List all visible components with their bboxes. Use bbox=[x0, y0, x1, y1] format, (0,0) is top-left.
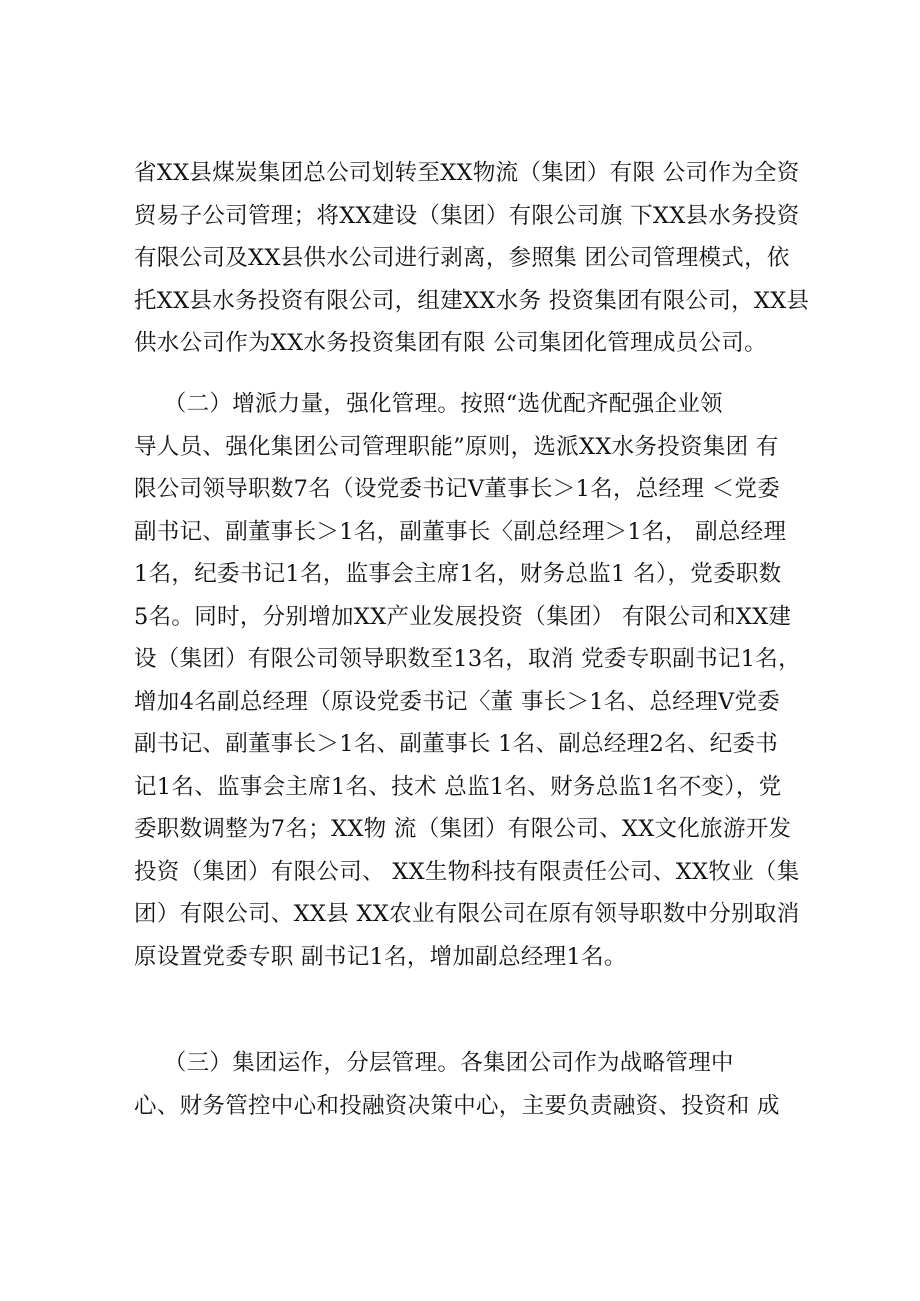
text-line: 增加4名副总经理（原设党委书记〈董 事长＞1名、总经理V党委 bbox=[134, 688, 781, 715]
text-line: 投资（集团）有限公司、 XX生物科技有限责任公司、XX牧业（集 bbox=[134, 858, 800, 885]
text-line: 1名，纪委书记1名，监事会主席1名，财务总监1 名），党委职数 bbox=[134, 561, 782, 587]
text-line: 副书记、副董事长＞1名、副董事长 1名、副总经理2名、纪委书 bbox=[134, 731, 779, 757]
text-line: 托XX县水务投资有限公司，组建XX水务 投资集团有限公司，XX县 bbox=[134, 287, 810, 314]
text-line: 副书记、副董事长＞1名，副董事长〈副总经理＞1名， 副总经理 bbox=[134, 518, 787, 545]
text-line: 限公司领导职数7名（设党委书记V董事长＞1名，总经理 ＜党委 bbox=[134, 476, 781, 502]
text-line: 设（集团）有限公司领导职数至13名，取消 党委专职副书记1名， bbox=[134, 646, 801, 672]
text-line: （二）增派力量，强化管理。按照“选优配齐配强企业领 bbox=[134, 391, 723, 417]
text-line: 省XX县煤炭集团总公司划转至XX物流（集团）有限 公司作为全资 bbox=[134, 160, 800, 186]
text-line: 有限公司及XX县供水公司进行剥离，参照集 团公司管理模式，依 bbox=[134, 245, 790, 271]
text-line: 导人员、强化集团公司管理职能”原则，选派XX水务投资集团 有 bbox=[134, 433, 779, 460]
text-line: （三）集团运作，分层管理。各集团公司作为战略管理中 bbox=[134, 1050, 734, 1076]
paragraph-company-transfer bbox=[134, 152, 810, 365]
text-line: 原设置党委专职 副书记1名，增加副总经理1名。 bbox=[134, 943, 627, 970]
text-line: 团）有限公司、XX县 XX农业有限公司在原有领导职数中分别取消 bbox=[134, 901, 800, 927]
text-line: 委职数调整为7名；XX物 流（集团）有限公司、XX文化旅游开发 bbox=[134, 816, 792, 842]
text-line: 贸易子公司管理；将XX建设（集团）有限公司旗 下XX县水务投资 bbox=[134, 202, 800, 229]
paragraph-strengthen-management bbox=[134, 383, 801, 978]
text-line: 记1名、监事会主席1名、技术 总监1名、财务总监1名不变），党 bbox=[134, 773, 782, 800]
paragraph-group-operation bbox=[134, 1042, 794, 1127]
text-line: 5名。同时，分别增加XX产业发展投资（集团） 有限公司和XX建 bbox=[134, 603, 792, 630]
text-line: 心、财务管控中心和投融资决策中心，主要负责融资、投资和 成 bbox=[134, 1092, 780, 1119]
text-line: 供水公司作为XX水务投资集团有限 公司集团化管理成员公司。 bbox=[134, 330, 767, 356]
